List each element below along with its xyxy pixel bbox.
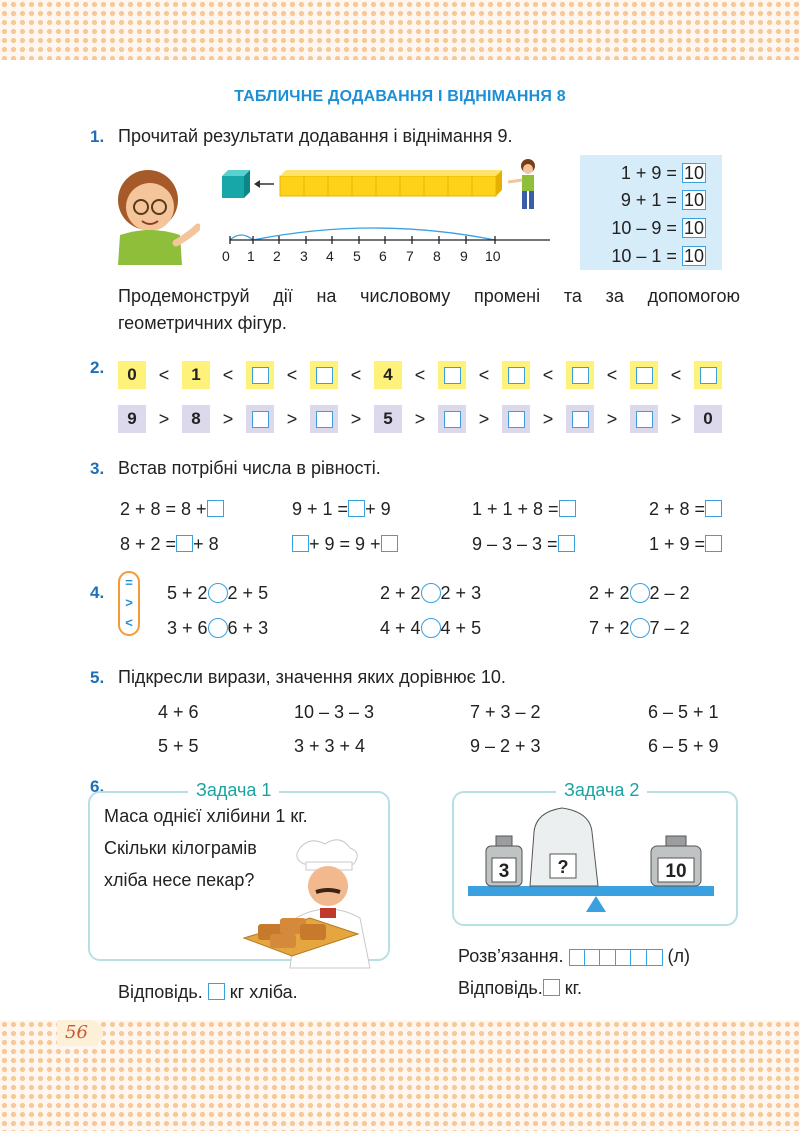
equation: [292, 534, 398, 555]
task6-number: 6.: [90, 777, 105, 796]
number-line: [224, 222, 554, 244]
result-expr: 10 – 9 =: [611, 218, 677, 238]
comparison-right: 4 + 5: [440, 618, 482, 638]
problem1-answer: [118, 982, 298, 1003]
compare-circle[interactable]: [630, 618, 650, 638]
blank-box: [444, 367, 461, 384]
greater-than-sign: >: [670, 408, 682, 429]
comparison: [589, 618, 690, 639]
less-sign: <: [125, 615, 133, 630]
equation: [120, 534, 219, 555]
tick-label: 4: [326, 248, 334, 264]
sequence-blank[interactable]: [566, 405, 594, 433]
tick-label: 9: [460, 248, 468, 264]
expression[interactable]: 10 – 3 – 3: [294, 702, 375, 722]
equation-text: 9 + 1 =: [292, 499, 349, 519]
equation-text: + 9 = 9 +: [309, 534, 381, 554]
comparison: [380, 583, 481, 604]
tick-label: 8: [433, 248, 441, 264]
mystery-weight-label: ?: [557, 857, 569, 877]
comparison: [167, 583, 268, 604]
sequence-blank[interactable]: [246, 361, 274, 389]
equation-text: + 9: [365, 499, 391, 519]
compare-circle[interactable]: [421, 618, 441, 638]
less-than-sign: <: [414, 364, 426, 385]
greater-than-sign: >: [478, 408, 490, 429]
bottom-dot-border: [0, 1020, 800, 1131]
result-row: [621, 163, 706, 184]
comparison-left: 5 + 2: [167, 583, 208, 603]
equation: [292, 499, 391, 520]
result-row: [611, 218, 706, 239]
sequence-blank[interactable]: [310, 361, 338, 389]
answer-box[interactable]: [543, 979, 560, 996]
equation-text: 9 – 3 – 3 =: [472, 534, 558, 554]
blank-box: [252, 411, 269, 428]
less-than-sign: <: [542, 364, 554, 385]
task5-text: Підкресли вирази, значення яких дорівнює 10.: [118, 667, 506, 687]
sequence-cell: 1: [182, 361, 210, 389]
sequence-cell: 9: [118, 405, 146, 433]
sequence-blank[interactable]: [246, 405, 274, 433]
comparison-signs-legend: [118, 571, 140, 636]
answer-box[interactable]: [381, 535, 398, 552]
tick-label: 0: [222, 248, 230, 264]
problem2-solution: [458, 946, 690, 969]
equation-text: 1 + 1 + 8 =: [472, 499, 559, 519]
expression[interactable]: 3 + 3 + 4: [294, 736, 366, 756]
results-panel: [580, 155, 722, 270]
blank-box: [636, 411, 653, 428]
task1-note-line1: Продемонструй дії на числовому промені та за допомогою: [118, 286, 740, 306]
result-value: 10: [683, 246, 704, 266]
result-row: [621, 190, 706, 211]
blank-box: [572, 411, 589, 428]
task2-number: 2.: [90, 358, 105, 377]
result-value: 10: [683, 190, 704, 210]
sequence-blank[interactable]: [502, 361, 530, 389]
less-than-sign: <: [478, 364, 490, 385]
sequence-blank[interactable]: [630, 361, 658, 389]
tick-label: 2: [273, 248, 281, 264]
blank-box: [700, 367, 717, 384]
equation-text: 8 + 2 =: [120, 534, 177, 554]
tick-label: 7: [406, 248, 414, 264]
expression[interactable]: 9 – 2 + 3: [470, 736, 541, 756]
compare-circle[interactable]: [421, 583, 441, 603]
answer-box[interactable]: [705, 500, 722, 517]
problem1-line1: Маса однієї хлібини 1 кг.: [104, 806, 308, 826]
expression[interactable]: 5 + 5: [158, 736, 199, 756]
answer-box[interactable]: [292, 535, 309, 552]
top-spacer: [0, 60, 800, 80]
blank-box: [252, 367, 269, 384]
weight-right-label: 10: [665, 861, 687, 882]
compare-circle[interactable]: [208, 583, 228, 603]
greater-than-sign: >: [286, 408, 298, 429]
comparison: [380, 618, 481, 639]
comparison-left: 2 + 2: [380, 583, 421, 603]
task3-number: 3.: [90, 459, 105, 478]
tick-label: 5: [353, 248, 361, 264]
equation-text: 2 + 8 =: [649, 499, 706, 519]
solution-boxes[interactable]: [569, 948, 663, 969]
sequence-blank[interactable]: [502, 405, 530, 433]
task1-text: Прочитай результати додавання і віднімання 9.: [118, 126, 513, 146]
expression[interactable]: 7 + 3 – 2: [470, 702, 541, 722]
page-number: 56: [57, 1020, 103, 1046]
sequence-descending: [118, 405, 722, 433]
sequence-blank[interactable]: [694, 361, 722, 389]
answer-box[interactable]: [176, 535, 193, 552]
tick-label: 3: [300, 248, 308, 264]
greater-sign: >: [125, 595, 133, 610]
answer-box[interactable]: [559, 500, 576, 517]
result-expr: 10 – 1 =: [611, 246, 677, 266]
blank-box: [444, 411, 461, 428]
problem2-answer: [458, 978, 582, 999]
less-than-sign: <: [350, 364, 362, 385]
comparison: [589, 583, 690, 604]
equal-sign: =: [125, 575, 133, 590]
sequence-blank[interactable]: [566, 361, 594, 389]
equation-text: + 8: [193, 534, 219, 554]
answer-unit: кг хліба.: [229, 982, 298, 1002]
greater-than-sign: >: [606, 408, 618, 429]
greater-than-sign: >: [350, 408, 362, 429]
comparison-right: 7 – 2: [649, 618, 690, 638]
greater-than-sign: >: [542, 408, 554, 429]
baker-illustration: [240, 838, 390, 978]
problem1-line2: Скільки кілограмів: [104, 838, 257, 858]
less-than-sign: <: [286, 364, 298, 385]
task1-number: 1.: [90, 127, 105, 146]
weight-left-label: 3: [498, 861, 510, 882]
comparison: [167, 618, 268, 639]
result-expr: 9 + 1 =: [620, 190, 677, 210]
greater-than-sign: >: [414, 408, 426, 429]
comparison-right: 2 + 3: [440, 583, 482, 603]
answer-box[interactable]: [208, 983, 225, 1000]
blank-box: [508, 411, 525, 428]
answer-unit: кг.: [564, 978, 582, 998]
comparison-left: 2 + 2: [589, 583, 630, 603]
sequence-cell: 0: [118, 361, 146, 389]
comparison-right: 6 + 3: [227, 618, 269, 638]
solution-label: Розв’язання.: [458, 946, 564, 966]
tick-label: 6: [379, 248, 387, 264]
greater-than-sign: >: [158, 408, 170, 429]
result-row: [611, 246, 706, 267]
equation: [120, 499, 224, 520]
answer-label: Відповідь.: [118, 982, 203, 1002]
result-value: 10: [683, 163, 704, 183]
sequence-cell: 5: [374, 405, 402, 433]
sequence-cell: 0: [694, 405, 722, 433]
expression[interactable]: 6 – 5 + 9: [648, 736, 719, 756]
comparison-left: 4 + 4: [380, 618, 421, 638]
solution-unit: (л): [667, 946, 691, 966]
answer-box[interactable]: [705, 535, 722, 552]
blank-box: [316, 411, 333, 428]
task1-note-line2: геометричних фігур.: [118, 313, 287, 333]
equation-text: 1 + 9 =: [649, 534, 706, 554]
comparison-left: 7 + 2: [589, 618, 630, 638]
sequence-blank[interactable]: [438, 405, 466, 433]
sequence-blank[interactable]: [310, 405, 338, 433]
compare-circle[interactable]: [208, 618, 228, 638]
solution-cell[interactable]: [646, 949, 663, 966]
answer-label: Відповідь.: [458, 978, 543, 998]
problem1-title: Задача 1: [188, 780, 279, 801]
sequence-blank[interactable]: [438, 361, 466, 389]
tick-label: 1: [247, 248, 255, 264]
less-than-sign: <: [606, 364, 618, 385]
blank-box: [636, 367, 653, 384]
less-than-sign: <: [158, 364, 170, 385]
task4-number: 4.: [90, 583, 105, 602]
sequence-blank[interactable]: [630, 405, 658, 433]
result-value: 10: [683, 218, 704, 238]
result-expr: 1 + 9 =: [620, 163, 677, 183]
answer-box[interactable]: [207, 500, 224, 517]
equation: [472, 534, 575, 555]
blank-box: [508, 367, 525, 384]
sequence-ascending: [118, 361, 722, 389]
sequence-cell: 8: [182, 405, 210, 433]
blank-box: [316, 367, 333, 384]
page-title: ТАБЛИЧНЕ ДОДАВАННЯ І ВІДНІМАННЯ 8: [234, 88, 566, 105]
sequence-cell: 4: [374, 361, 402, 389]
equation: [472, 499, 576, 520]
expression[interactable]: 4 + 6: [158, 702, 199, 722]
problem1-line3: хліба несе пекар?: [104, 870, 255, 890]
equation-text: 2 + 8 = 8 +: [120, 499, 207, 519]
comparison-left: 3 + 6: [167, 618, 208, 638]
task3-text: Встав потрібні числа в рівності.: [118, 458, 381, 478]
cubes-model: [218, 158, 548, 218]
compare-circle[interactable]: [630, 583, 650, 603]
greater-than-sign: >: [222, 408, 234, 429]
less-than-sign: <: [222, 364, 234, 385]
less-than-sign: <: [670, 364, 682, 385]
answer-box[interactable]: [558, 535, 575, 552]
answer-box[interactable]: [348, 500, 365, 517]
expression[interactable]: 6 – 5 + 1: [648, 702, 719, 722]
equation: [649, 534, 722, 555]
blank-box: [572, 367, 589, 384]
task5-number: 5.: [90, 668, 105, 687]
tick-label: 10: [485, 248, 501, 264]
comparison-right: 2 + 5: [227, 583, 269, 603]
problem2-title: Задача 2: [556, 780, 647, 801]
comparison-right: 2 – 2: [649, 583, 690, 603]
equation: [649, 499, 722, 520]
boy-illustration: [110, 165, 200, 265]
